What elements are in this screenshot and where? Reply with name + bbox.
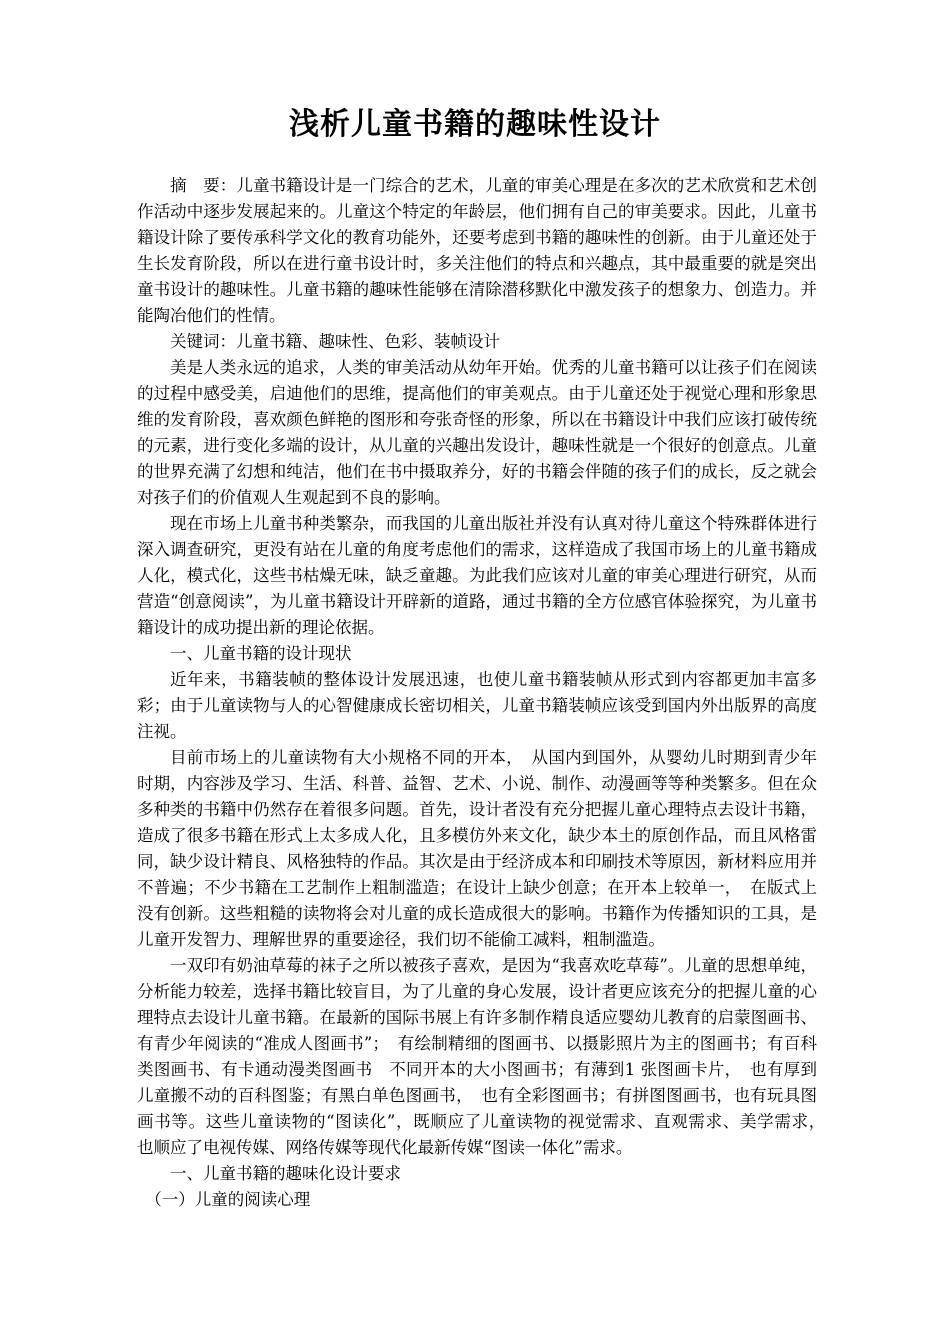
document-title: 浅析儿童书籍的趣味性设计: [289, 107, 661, 142]
abstract-paragraph: 摘 要：儿童书籍设计是一门综合的艺术，儿童的审美心理是在多次的艺术欣赏和艺术创作活动中逐步发展起来的。儿童这个特定的年龄层，他们拥有自己的审美要求。因此，儿童书籍设计除了要传承科学文化的教育功能外，还要考虑到书籍的趣味性的创新。由于儿童还处于生长发育阶段，所以在进行童书设计时，多关注他们的特点和兴趣点，其中最重要的就是突出童书设计的趣味性。儿童书籍的趣味性能够在清除潜移默化中激发孩子的想象力、创造力。并能陶冶他们的性情。: [137, 176, 817, 325]
body-paragraph: 近年来，书籍装帧的整体设计发展迅速，也使儿童书籍装帧从形式到内容都更加丰富多彩；由于儿童读物与人的心智健康成长密切相关，儿童书籍装帧应该受到国内外出版界的高度注视。: [137, 670, 817, 741]
keywords-paragraph: 关键词：儿童书籍、趣味性、色彩、装帧设计: [170, 332, 500, 351]
section-heading: 一、儿童书籍的设计现状: [170, 644, 352, 663]
body-paragraph: 美是人类永远的追求，人类的审美活动从幼年开始。优秀的儿童书籍可以让孩子们在阅读的过程中感受美，启迪他们的思维，提高他们的审美观点。由于儿童还处于视觉心理和形象思维的发育阶段，喜欢颜色鲜艳的图形和夸张奇怪的形象，所以在书籍设计中我们应该打破传统的元素，进行变化多端的设计，从儿童的兴趣出发设计，趣味性就是一个很好的创意点。儿童的世界充满了幻想和纯洁，他们在书中摄取养分，好的书籍会伴随的孩子们的成长，反之就会对孩子们的价值观人生观起到不良的影响。: [137, 358, 817, 507]
section-heading: 一、儿童书籍的趣味化设计要求: [170, 1164, 401, 1183]
body-paragraph: 一双印有奶油草莓的袜子之所以被孩子喜欢，是因为“我喜欢吃草莓”。儿童的思想单纯，分析能力较差，选择书籍比较盲目，为了儿童的身心发展，设计者更应该充分的把握儿童的心理特点去设计儿童书籍。在最新的国际书展上有许多制作精良适应婴幼儿教育的启蒙图画书、有青少年阅读的“准成人图画书”； 有绘制精细的图画书、以摄影照片为主的图画书；有百科类图画书、有卡通动漫类图画书 不同开本的大小图画书；有薄到1 张图画卡片， 也有厚到儿童搬不动的百科图鉴；有黑白单色图画书， 也有全彩图画书；有拼图图画书，也有玩具图画书等。这些儿童读物的“图读化”，既顺应了儿童读物的视觉需求、直观需求、美学需求， 也顺应了电视传媒、网络传媒等现代化最新传媒“图读一体化”需求。: [137, 956, 834, 1157]
document-body: [137, 173, 834, 1213]
body-paragraph: 目前市场上的儿童读物有大小规格不同的开本， 从国内到国外，从婴幼儿时期到青少年时期，内容涉及学习、生活、科普、益智、艺术、小说、制作、动漫画等等种类繁多。但在众多种类的书籍中仍然存在着很多问题。首先，设计者没有充分把握儿童心理特点去设计书籍，造成了很多书籍在形式上太多成人化，且多模仿外来文化，缺少本土的原创作品，而且风格雷同，缺少设计精良、风格独特的作品。其次是由于经济成本和印刷技术等原因，新材料应用并不普遍；不少书籍在工艺制作上粗制滥造；在设计上缺少创意；在开本上较单一， 在版式上没有创新。这些粗糙的读物将会对儿童的成长造成很大的影响。书籍作为传播知识的工具，是儿童开发智力、理解世界的重要途径，我们切不能偷工减料，粗制滥造。: [137, 748, 817, 949]
subsection-heading: （一）儿童的阅读心理: [145, 1190, 311, 1209]
body-paragraph: 现在市场上儿童书种类繁杂，而我国的儿童出版社并没有认真对待儿童这个特殊群体进行深入调查研究，更没有站在儿童的角度考虑他们的需求，这样造成了我国市场上的儿童书籍成人化，模式化，这些书枯燥无味，缺乏童趣。为此我们应该对儿童的审美心理进行研究，从而营造“创意阅读”，为儿童书籍设计开辟新的道路，通过书籍的全方位感官体验探究，为儿童书籍设计的成功提出新的理论依据。: [137, 514, 817, 637]
